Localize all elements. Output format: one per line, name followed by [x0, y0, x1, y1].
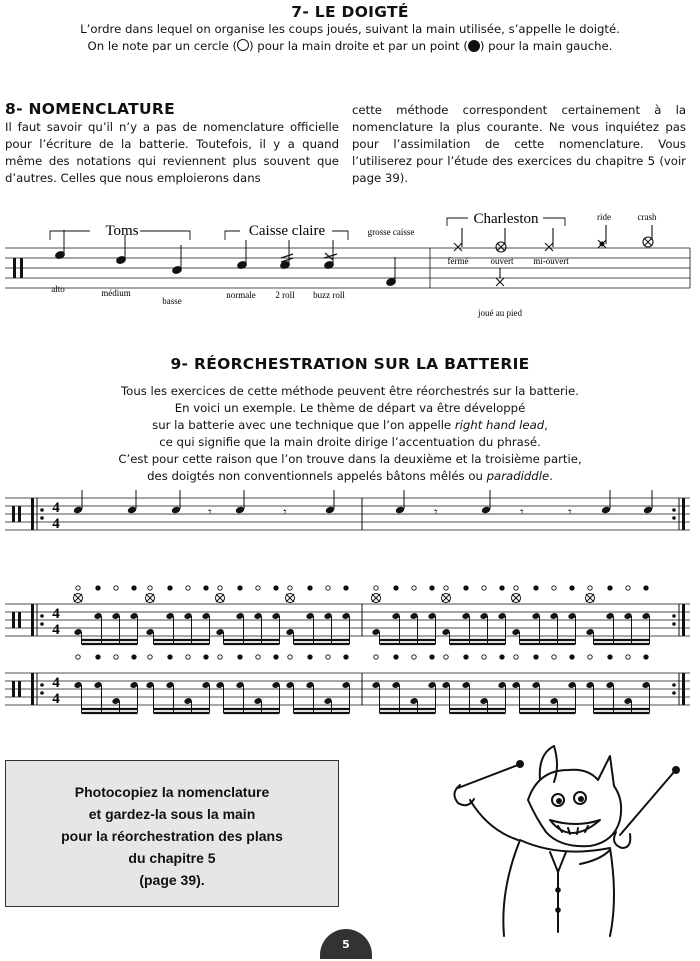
sticking-mark: [412, 655, 416, 659]
nomenclature-col-1: Il faut savoir qu’il n’y a pas de nomenclature officielle pour l’écriture de la batterie. Toutefois, il y a quand même des notations qui reviennent plus souvent que d’autres. Celles que nous emploierons dans: [5, 120, 339, 185]
label-crash: crash: [637, 212, 657, 222]
sticking-mark: [76, 655, 80, 659]
nomenclature-col-2: cette méthode correspondent certainement à la nomenclature la plus courante. Ne vous inquiétez pas pour l’assimilation de cette nomenclature. Vous l’utiliserez pour l’étude des exercices du chapitre 5 (voir page 39).: [352, 103, 686, 185]
repeat-dot: [40, 508, 44, 512]
label-basse: basse: [162, 296, 182, 306]
filled-dot-icon: [468, 40, 480, 52]
sticking-mark: [394, 655, 398, 659]
open-circle-icon: [237, 39, 249, 51]
repeat-dot: [40, 614, 44, 618]
label-buzz-roll: buzz roll: [313, 290, 345, 300]
time-signature-top: 4: [52, 500, 60, 516]
drummer-mascot-illustration: [440, 740, 690, 940]
sticking-mark: [444, 655, 448, 659]
sticking-mark: [644, 586, 648, 590]
sticking-mark: [114, 655, 118, 659]
sticking-mark: [288, 655, 292, 659]
sticking-mark: [374, 655, 378, 659]
sticking-mark: [186, 655, 190, 659]
group-label-caisse: Caisse claire: [248, 223, 326, 239]
percussion-clef: [18, 612, 21, 628]
sticking-mark: [500, 586, 504, 590]
percussion-clef: [18, 506, 21, 522]
sticking-mark: [204, 586, 208, 590]
sticking-mark: [218, 586, 222, 590]
section-title-reorchestration: 9- RÉORCHESTRATION SUR LA BATTERIE: [170, 355, 530, 373]
sticking-mark: [148, 586, 152, 590]
sticking-mark: [96, 655, 100, 659]
label-mi-ouvert: mi-ouvert: [533, 256, 569, 266]
percussion-clef: [12, 506, 15, 522]
label-ouvert: ouvert: [490, 256, 514, 266]
percussion-clef: [12, 612, 15, 628]
sticking-mark: [288, 586, 292, 590]
sticking-mark: [374, 586, 378, 590]
repeat-start-barline: [31, 673, 34, 705]
repeat-dot: [40, 691, 44, 695]
repeat-dot: [672, 622, 676, 626]
repeat-end-barline: [682, 604, 685, 636]
repeat-dot: [672, 508, 676, 512]
sticking-mark: [132, 655, 136, 659]
sticking-mark: [588, 586, 592, 590]
sticking-mark: [430, 586, 434, 590]
sticking-mark: [552, 586, 556, 590]
label-alto: alto: [51, 284, 65, 294]
reorchestration-text: Tous les exercices de cette méthode peuvent être réorchestrés sur la batterie. En voici un exemple. Le thème de départ va être développé sur la batterie avec une technique que l’on appelle right hand lead, ce qui signifie que la main droite dirige l’accentuation du phrasé. C’est pour cette raison que l’on trouve dans la deuxième et la troisième partie, des doigtés non conventionnels appelés bâtons mêlés ou paradiddle.: [118, 384, 582, 483]
repeat-start-barline: [31, 604, 34, 636]
time-signature-top: 4: [52, 675, 60, 691]
sticking-mark: [114, 586, 118, 590]
sticking-mark: [168, 655, 172, 659]
sticking-mark: [218, 655, 222, 659]
sticking-mark: [96, 586, 100, 590]
sticking-mark: [444, 586, 448, 590]
sticking-mark: [464, 655, 468, 659]
sticking-mark: [514, 586, 518, 590]
sticking-mark: [514, 655, 518, 659]
sticking-mark: [186, 586, 190, 590]
repeat-start-barline: [31, 498, 34, 530]
label-medium: médium: [101, 288, 131, 298]
sticking-mark: [430, 655, 434, 659]
sticking-mark: [344, 655, 348, 659]
sticking-mark: [644, 655, 648, 659]
label-grosse-caisse: grosse caisse: [367, 227, 415, 237]
sticking-mark: [256, 655, 260, 659]
sticking-mark: [570, 655, 574, 659]
rest: 𝄾: [568, 504, 572, 519]
sticking-mark: [168, 586, 172, 590]
sticking-mark: [534, 586, 538, 590]
repeat-dot: [672, 516, 676, 520]
sticking-mark: [482, 586, 486, 590]
repeat-dot: [672, 614, 676, 618]
group-label-toms: Toms: [105, 223, 139, 239]
sticking-mark: [626, 655, 630, 659]
repeat-end-barline: [682, 498, 685, 530]
sticking-mark: [274, 586, 278, 590]
time-signature-bottom: 4: [52, 516, 60, 532]
sticking-mark: [534, 655, 538, 659]
sticking-mark: [500, 655, 504, 659]
doigte-line-2: On le note par un cercle ( ) pour la main droite et par un point ( ) pour la main gauche.: [87, 39, 613, 53]
percussion-clef: [12, 681, 15, 697]
sticking-mark: [238, 655, 242, 659]
sticking-mark: [344, 586, 348, 590]
label-ride: ride: [597, 212, 611, 222]
sticking-mark: [274, 655, 278, 659]
sticking-mark: [552, 655, 556, 659]
section-title-nomenclature: 8- NOMENCLATURE: [5, 100, 175, 118]
reorchestration-staves: [0, 490, 700, 730]
section-title-doigte: 7- LE DOIGTÉ: [291, 3, 409, 21]
sticking-mark: [464, 586, 468, 590]
sticking-mark: [570, 586, 574, 590]
repeat-dot: [40, 683, 44, 687]
doigte-line-1: L’ordre dans lequel on organise les coups joués, suivant la main utilisée, s’appelle le doigté.: [80, 22, 620, 36]
time-signature-bottom: 4: [52, 622, 60, 638]
page-number: 5: [320, 929, 372, 959]
sticking-mark: [238, 586, 242, 590]
rest: 𝄾: [520, 504, 524, 519]
label-2-roll: 2 roll: [275, 290, 295, 300]
photocopy-callout: Photocopiez la nomenclature et gardez-la sous la main pour la réorchestration des plans du chapitre 5 (page 39).: [5, 760, 339, 907]
repeat-dot: [40, 516, 44, 520]
sticking-mark: [482, 655, 486, 659]
sticking-mark: [308, 655, 312, 659]
time-signature-bottom: 4: [52, 691, 60, 707]
rest: 𝄾: [283, 504, 287, 519]
sticking-mark: [204, 655, 208, 659]
sticking-mark: [394, 586, 398, 590]
nomenclature-staff: [0, 200, 700, 325]
sticking-mark: [588, 655, 592, 659]
rest: 𝄾: [434, 504, 438, 519]
repeat-dot: [672, 691, 676, 695]
sticking-mark: [412, 586, 416, 590]
sticking-mark: [132, 586, 136, 590]
sticking-mark: [608, 655, 612, 659]
repeat-end-barline: [682, 673, 685, 705]
sticking-mark: [326, 586, 330, 590]
label-ferme: fermé: [447, 256, 469, 266]
sticking-mark: [326, 655, 330, 659]
sticking-mark: [256, 586, 260, 590]
repeat-dot: [672, 683, 676, 687]
time-signature-top: 4: [52, 606, 60, 622]
repeat-dot: [40, 622, 44, 626]
sticking-mark: [626, 586, 630, 590]
rest: 𝄾: [208, 504, 212, 519]
group-label-charleston: Charleston: [473, 211, 539, 227]
sticking-mark: [148, 655, 152, 659]
label-normale: normale: [226, 290, 256, 300]
sticking-mark: [308, 586, 312, 590]
label-joue-au-pied: joué au pied: [478, 308, 522, 318]
sticking-mark: [76, 586, 80, 590]
percussion-clef: [18, 681, 21, 697]
sticking-mark: [608, 586, 612, 590]
